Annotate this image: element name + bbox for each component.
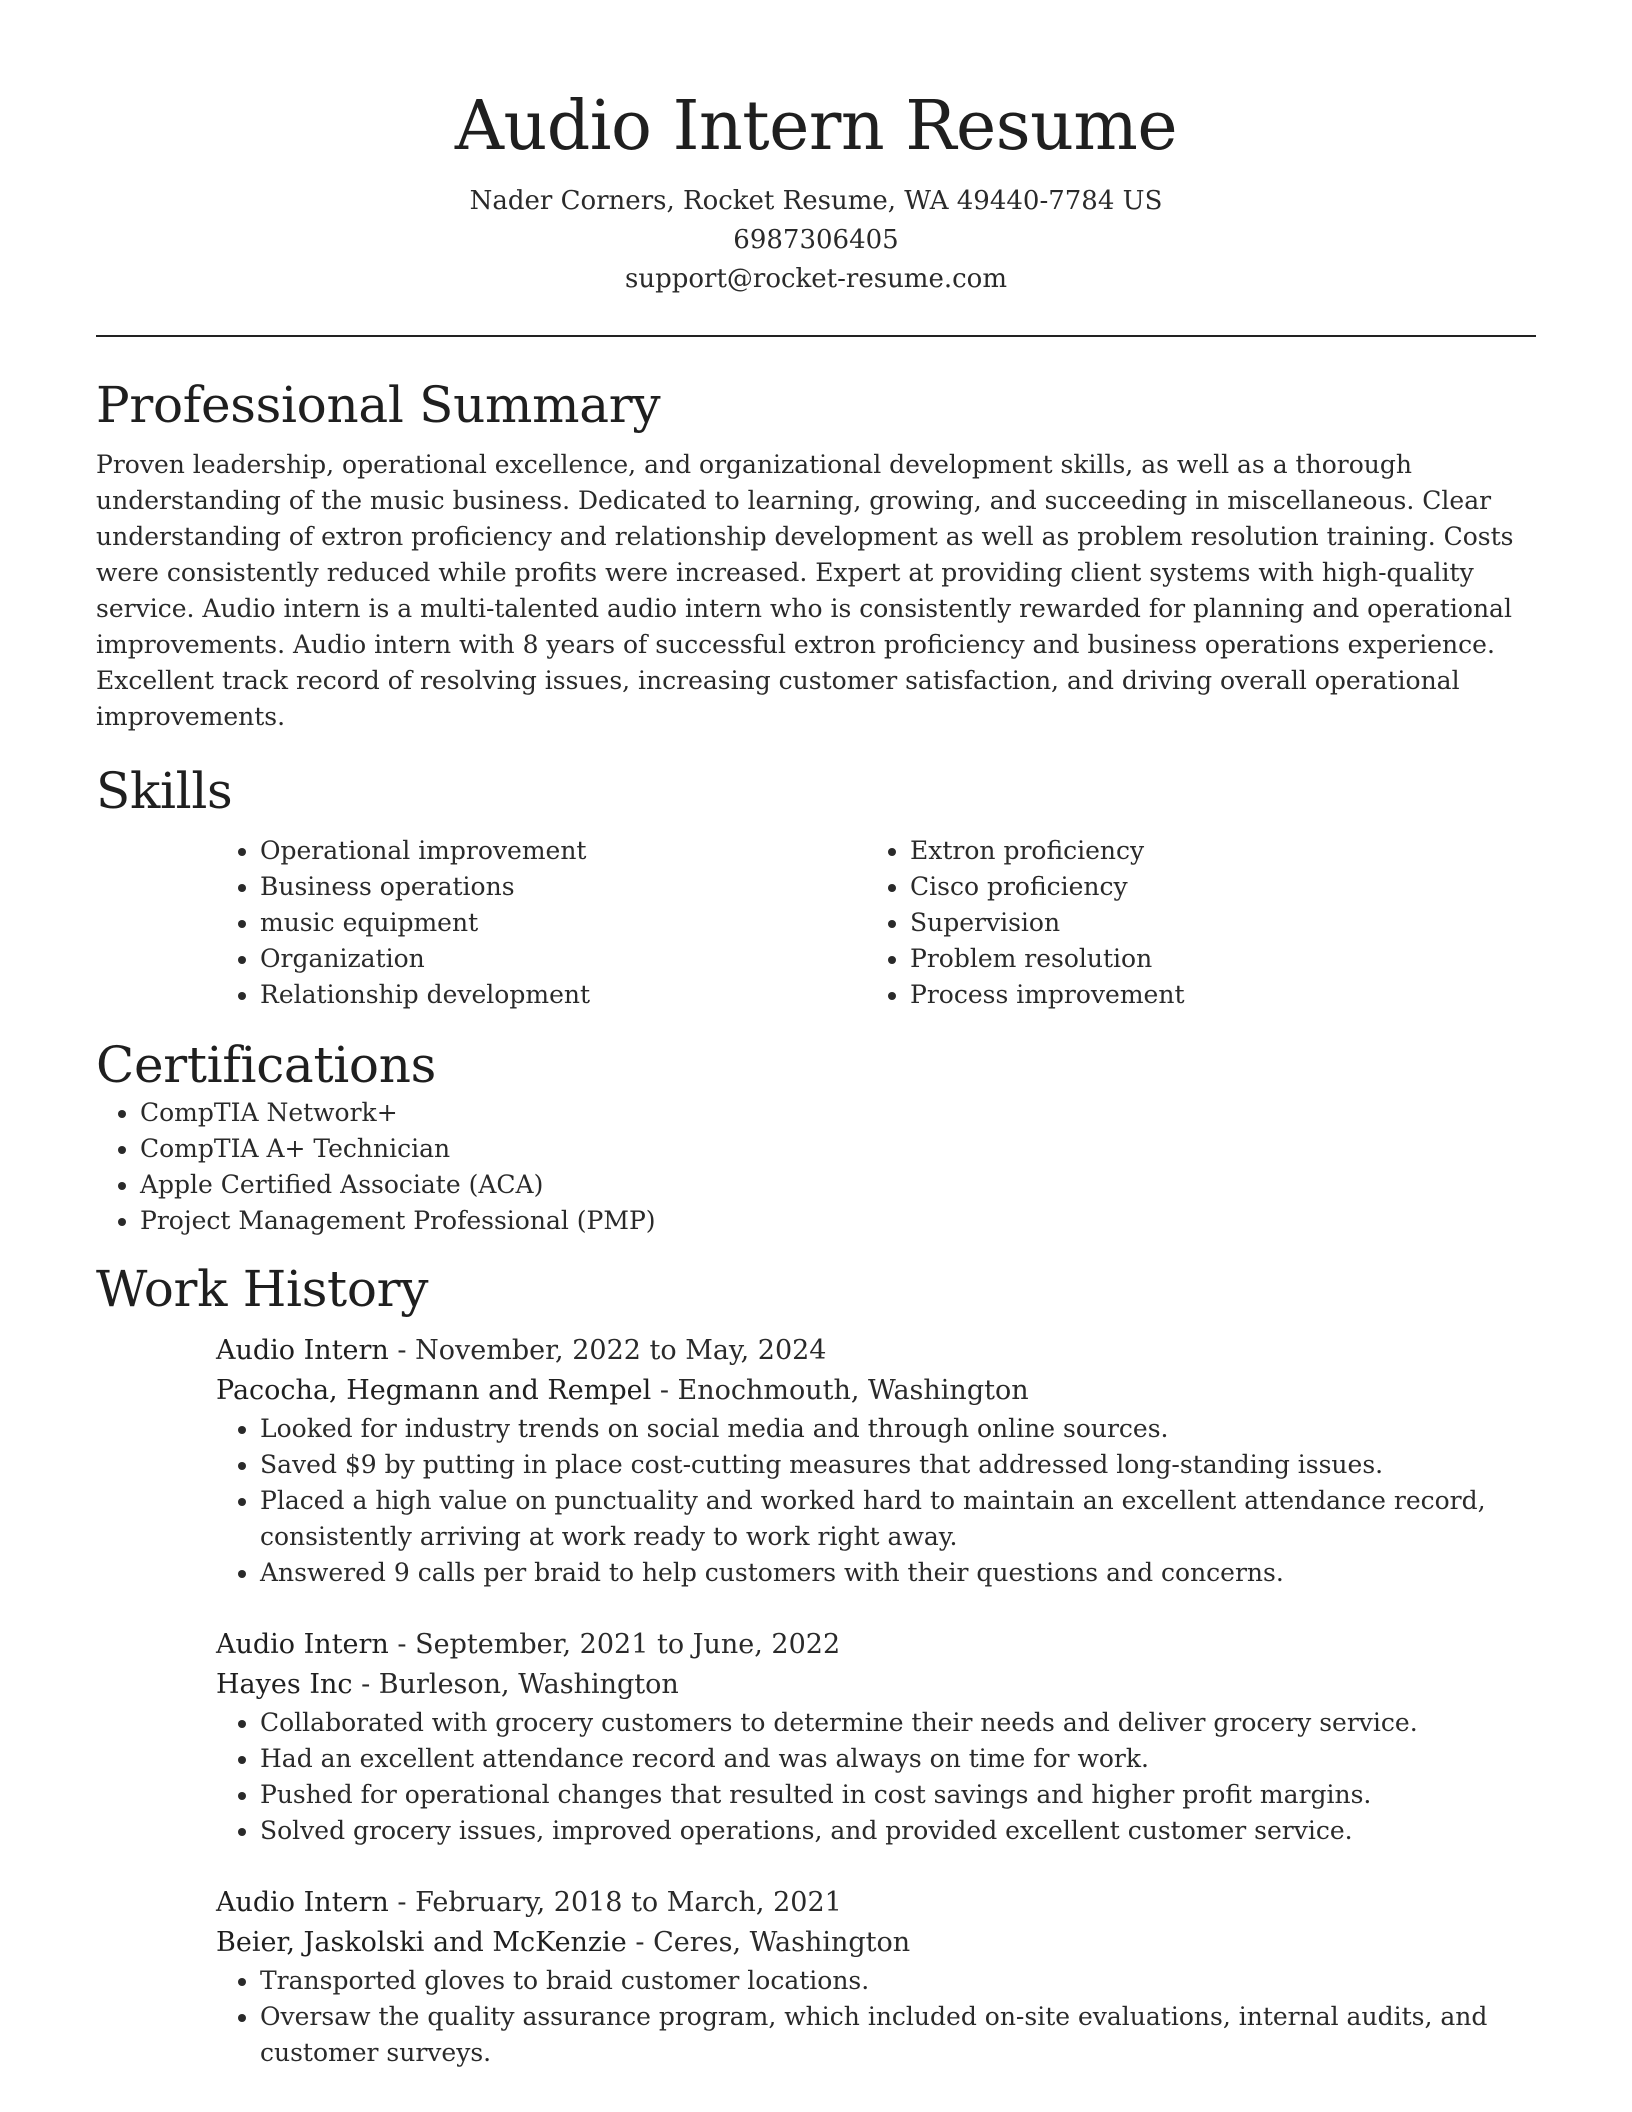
job-duty: • Had an excellent attendance record and was always on time for work. <box>260 1741 1536 1777</box>
job-company-line <box>216 1923 1536 1963</box>
page-title: Audio Intern Resume <box>454 87 1178 166</box>
job-separator: - <box>388 1629 416 1660</box>
skills-column-left <box>216 833 866 1013</box>
summary-section <box>96 375 1536 735</box>
job-role: Audio Intern <box>216 1887 389 1918</box>
job-duty: • Transported gloves to braid customer locations. <box>260 1963 1536 1999</box>
contact-block <box>96 182 1536 299</box>
job-location: Enochmouth, Washington <box>677 1375 1029 1406</box>
job-duties-list <box>216 1411 1536 1591</box>
skill-item: • Cisco proficiency <box>910 869 1516 905</box>
job-duty: • Answered 9 calls per braid to help customers with their questions and concerns. <box>260 1555 1536 1591</box>
job-duty: • Placed a high value on punctuality and worked hard to maintain an excellent attendance record, consistently arriving at work ready to work right away. <box>260 1483 1536 1555</box>
job-duty: • Saved $9 by putting in place cost-cutting measures that addressed long-standing issues. <box>260 1447 1536 1483</box>
skill-item: • Business operations <box>260 869 866 905</box>
job-separator: - <box>388 1335 416 1366</box>
certifications-list <box>96 1095 1536 1239</box>
header-divider <box>96 335 1536 337</box>
job-entry <box>216 1883 1536 2071</box>
contact-address: Nader Corners, Rocket Resume, WA 49440-7784 US <box>469 186 1163 216</box>
skill-item: • Process improvement <box>910 977 1516 1013</box>
job-separator: - <box>388 1887 416 1918</box>
job-location: Burleson, Washington <box>378 1669 679 1700</box>
certification-item: • CompTIA A+ Technician <box>140 1131 1536 1167</box>
job-dates: September, 2021 to June, 2022 <box>415 1629 841 1660</box>
skills-list-left <box>216 833 866 1013</box>
job-title-line <box>216 1625 1536 1665</box>
job-title-line <box>216 1883 1536 1923</box>
job-dates: November, 2022 to May, 2024 <box>415 1335 827 1366</box>
certification-item: • Apple Certified Associate (ACA) <box>140 1167 1536 1203</box>
job-separator: - <box>352 1669 379 1700</box>
summary-heading: Professional Summary <box>96 376 661 434</box>
work-history-section <box>96 1259 1536 2071</box>
skill-item: • Supervision <box>910 905 1516 941</box>
job-duty: • Looked for industry trends on social media and through online sources. <box>260 1411 1536 1447</box>
certifications-section <box>96 1035 1536 1239</box>
job-company: Pacocha, Hegmann and Rempel <box>216 1375 652 1406</box>
job-company-line <box>216 1665 1536 1705</box>
job-location: Ceres, Washington <box>653 1927 911 1958</box>
job-duty: • Collaborated with grocery customers to determine their needs and deliver grocery service. <box>260 1705 1536 1741</box>
job-duty: • Oversaw the quality assurance program, which included on-site evaluations, internal audits, and customer surveys. <box>260 1999 1536 2071</box>
certification-item: • CompTIA Network+ <box>140 1095 1536 1131</box>
job-entry <box>216 1625 1536 1849</box>
skills-heading: Skills <box>96 762 233 820</box>
resume-page <box>96 0 1536 2071</box>
skills-columns <box>216 833 1536 1013</box>
work-history-heading: Work History <box>96 1260 429 1318</box>
job-separator: - <box>651 1375 678 1406</box>
certifications-heading: Certifications <box>96 1036 436 1094</box>
job-duties-list <box>216 1963 1536 2071</box>
job-duty: • Solved grocery issues, improved operations, and provided excellent customer service. <box>260 1813 1536 1849</box>
job-duties-list <box>216 1705 1536 1849</box>
skill-item: • Organization <box>260 941 866 977</box>
skills-list-right <box>866 833 1516 1013</box>
job-separator: - <box>626 1927 654 1958</box>
job-title-line <box>216 1331 1536 1371</box>
skill-item: • Operational improvement <box>260 833 866 869</box>
job-dates: February, 2018 to March, 2021 <box>415 1887 842 1918</box>
contact-email: support@rocket-resume.com <box>624 264 1007 294</box>
skill-item: • Extron proficiency <box>910 833 1516 869</box>
job-duty: • Pushed for operational changes that resulted in cost savings and higher profit margins. <box>260 1777 1536 1813</box>
contact-phone: 6987306405 <box>733 225 899 255</box>
job-entry <box>216 1331 1536 1591</box>
job-company: Beier, Jaskolski and McKenzie <box>216 1927 627 1958</box>
skill-item: • Problem resolution <box>910 941 1516 977</box>
job-company: Hayes Inc <box>216 1669 353 1700</box>
job-role: Audio Intern <box>216 1335 389 1366</box>
skills-section <box>96 761 1536 1013</box>
job-company-line <box>216 1371 1536 1411</box>
skills-column-right <box>866 833 1516 1013</box>
skill-item: • Relationship development <box>260 977 866 1013</box>
job-role: Audio Intern <box>216 1629 389 1660</box>
resume-header <box>96 0 1536 299</box>
certification-item: • Project Management Professional (PMP) <box>140 1203 1536 1239</box>
summary-text: Proven leadership, operational excellence, and organizational development skills, as well as a thorough understanding of the music business. Dedicated to learning, growing, and succeeding in miscellaneous. Clear understanding of extron proficiency and relationship development as well as problem resolution training. Costs were consistently reduced while profits were increased. Expert at providing client systems with high-quality service. Audio intern is a multi-talented audio intern who is consistently rewarded for planning and operational improvements. Audio intern with 8 years of successful extron proficiency and business operations experience. Excellent track record of resolving issues, increasing customer satisfaction, and driving overall operational improvements. <box>96 450 1514 731</box>
skill-item: • music equipment <box>260 905 866 941</box>
